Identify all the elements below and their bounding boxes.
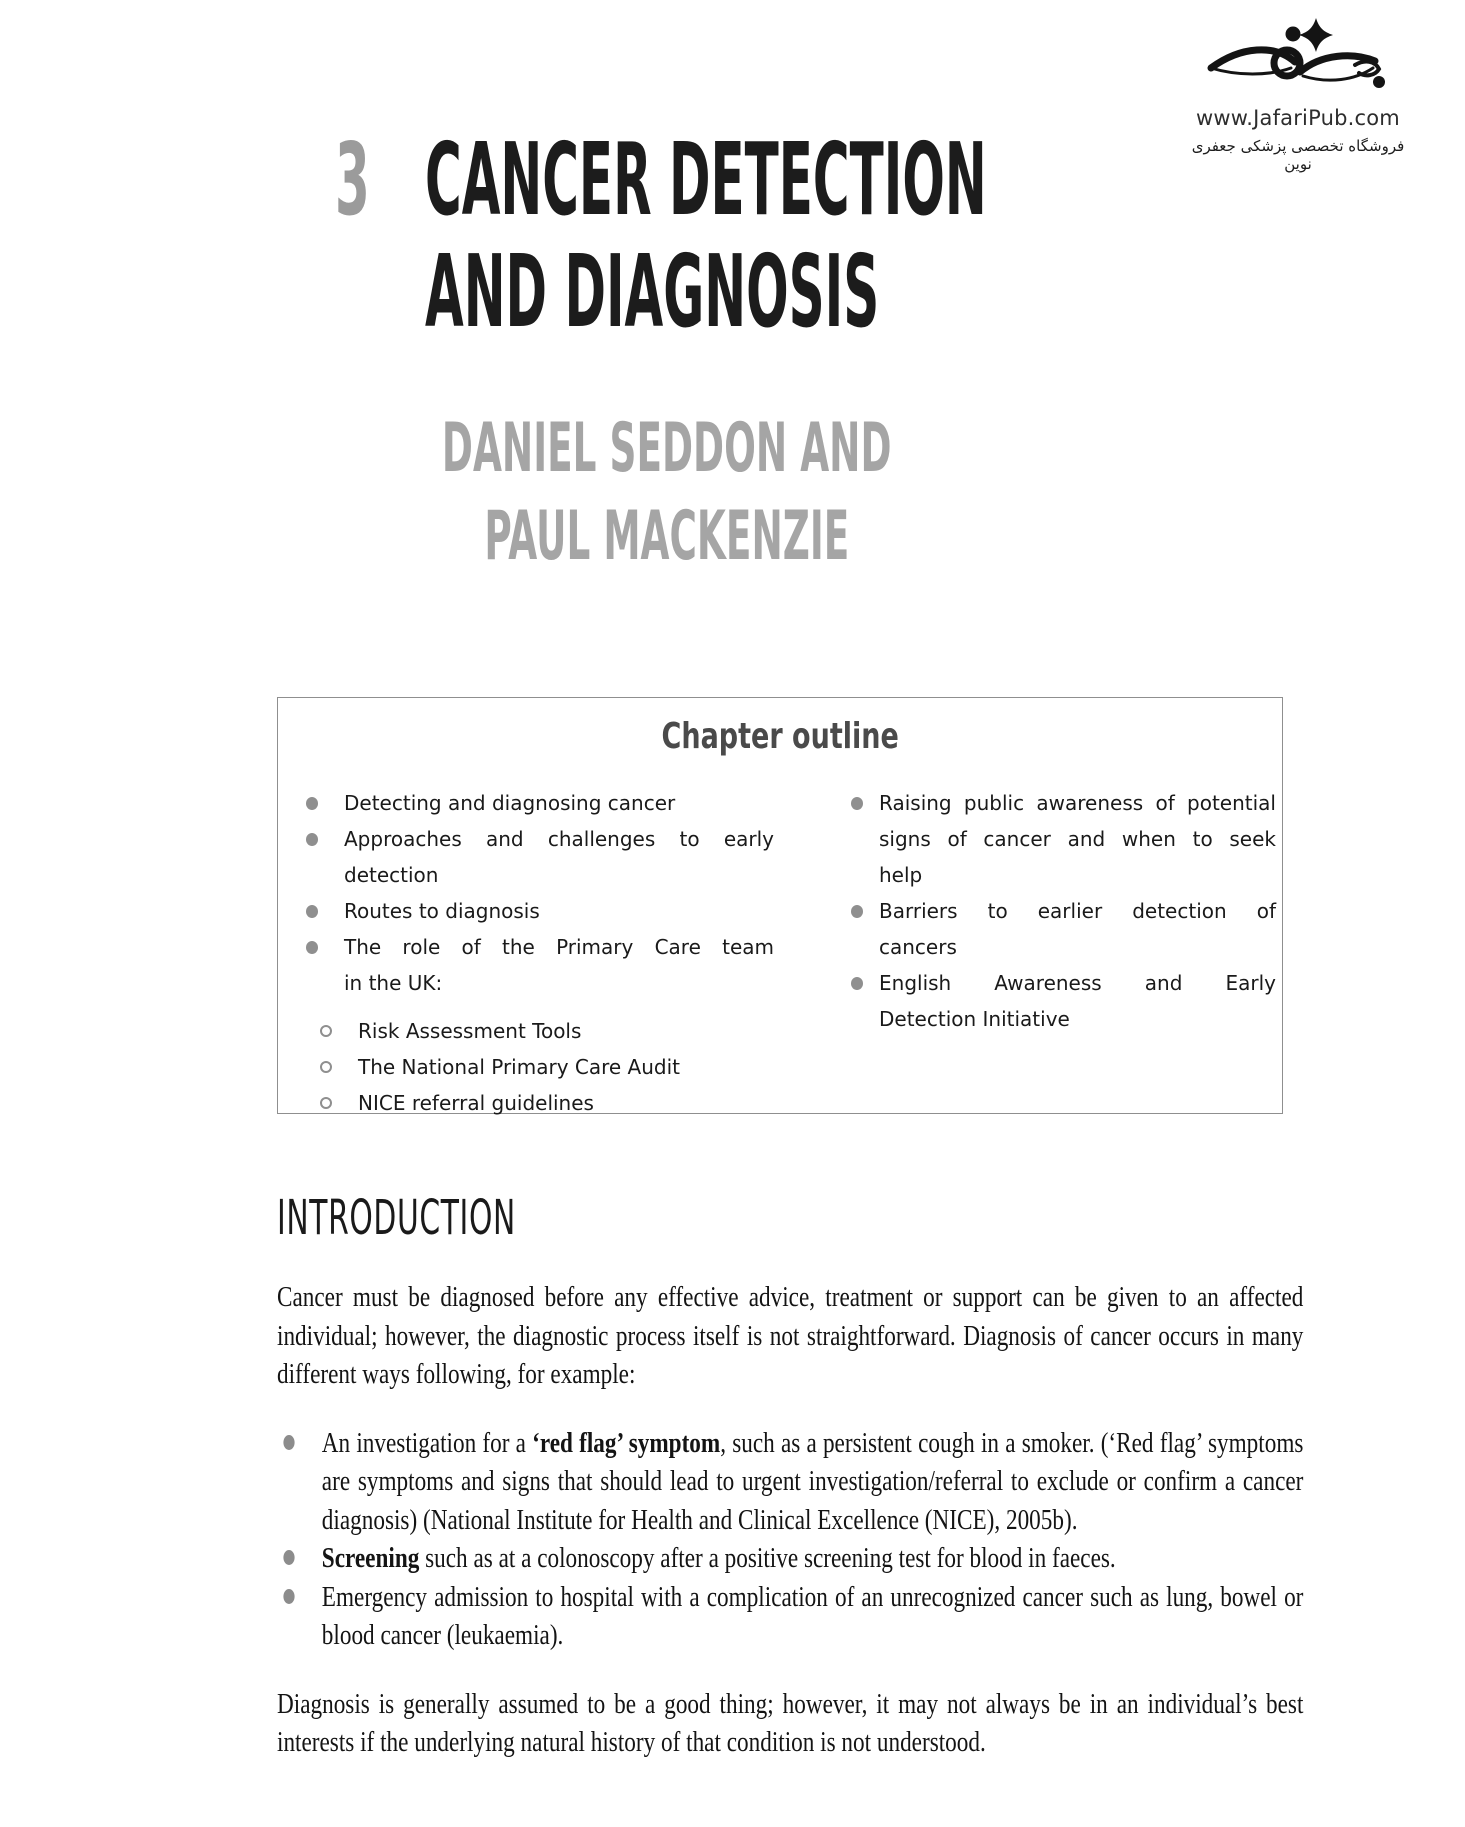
bullet-icon — [283, 1435, 294, 1450]
outline-line: The role of the Primary Care team — [344, 935, 774, 959]
author-line — [107, 405, 1227, 493]
logo-mark-icon — [1203, 16, 1393, 104]
outline-title-text: Chapter outline — [661, 716, 899, 757]
chapter-number — [335, 121, 405, 238]
bullet-text: such as at a colonoscopy after a positive screening test for blood in faeces. — [419, 1542, 1116, 1574]
chapter-outline-box — [277, 697, 1283, 1114]
outline-item — [846, 965, 1276, 1037]
outline-line: Barriers to earlier detection of — [879, 899, 1276, 923]
outline-line: English Awareness and Early — [879, 971, 1276, 995]
intro-paragraph: Cancer must be diagnosed before any effective advice, treatment or support can be given to an affected individual; however, the diagnostic process itself is not straightforward. Diagnosis of cancer occurs in many different ways following, for example: — [277, 1281, 1304, 1390]
bullet-icon — [851, 797, 863, 810]
chapter-title-line1-text: CANCER DETECTION — [425, 121, 987, 238]
outline-line: Detecting and diagnosing cancer — [344, 791, 676, 815]
bullet-item — [277, 1539, 1303, 1578]
bullet-text-bold: Screening — [321, 1542, 420, 1574]
outline-line: NICE referral guidelines — [358, 1091, 594, 1115]
outline-item — [301, 929, 774, 1001]
intro-body — [277, 1278, 1303, 1762]
logo-tagline: فروشگاه تخصصی پزشکی جعفری نوین — [1191, 137, 1405, 173]
outline-item — [301, 893, 774, 929]
outline-item — [846, 893, 1276, 965]
outline-item — [846, 785, 1276, 893]
chapter-number-text: 3 — [335, 121, 370, 238]
outline-line: in the UK: — [344, 971, 443, 995]
bullet-icon — [283, 1589, 294, 1604]
chapter-authors — [107, 405, 1227, 581]
closing-paragraph: Diagnosis is generally assumed to be a good thing; however, it may not always be in an individual’s best interests if the underlying natural history of that condition is not understood. — [277, 1687, 1304, 1758]
outline-line: Approaches and challenges to early — [344, 827, 774, 851]
outline-column-right — [846, 785, 1276, 1121]
bullet-icon — [283, 1550, 294, 1565]
outline-subitem — [301, 1013, 774, 1049]
outline-title — [278, 717, 1282, 763]
author-line2-text: PAUL MACKENZIE — [484, 497, 850, 576]
outline-line: cancers — [879, 935, 957, 959]
outline-item — [301, 785, 774, 821]
bullet-item — [277, 1578, 1303, 1655]
bullet-text: Emergency admission to hospital with a complication of an unrecognized cancer such as lung, bowel or blood cancer (leukaemia). — [321, 1580, 1304, 1651]
outline-item — [301, 821, 774, 893]
outline-line: detection — [344, 863, 439, 887]
outline-line: Routes to diagnosis — [344, 899, 540, 923]
chapter-title-line — [425, 121, 1465, 238]
chapter-title-line — [425, 233, 1465, 350]
outline-line: Raising public awareness of potential — [879, 791, 1276, 815]
circle-icon — [320, 1025, 332, 1037]
bullet-text: An investigation for a — [321, 1426, 533, 1459]
author-line1-text: DANIEL SEDDON AND — [442, 409, 892, 488]
intro-heading-text: INTRODUCTION — [277, 1190, 516, 1246]
author-line — [107, 493, 1227, 581]
outline-column-left — [301, 785, 774, 1121]
bullet-icon — [306, 833, 318, 846]
outline-line: signs of cancer and when to seek — [879, 827, 1276, 851]
bullet-text-bold: ‘red flag’ symptom — [532, 1426, 721, 1459]
chapter-title-line2-text: AND DIAGNOSIS — [425, 233, 880, 350]
outline-line: Risk Assessment Tools — [358, 1019, 582, 1043]
bullet-icon — [306, 941, 318, 954]
circle-icon — [320, 1097, 332, 1109]
outline-subitem — [301, 1049, 774, 1085]
circle-icon — [320, 1061, 332, 1073]
bullet-icon — [851, 905, 863, 918]
bullet-text: , such as a persistent cough in a smoker. (‘Red flag’ symptoms are symptoms and signs that should lead to urgent investigation/referral to exclude or confirm a cancer diagnosis) (National Institute for Health and Clinical Excellence (NICE), 2005b). — [321, 1426, 1304, 1536]
outline-line: Detection Initiative — [879, 1007, 1070, 1031]
chapter-title — [425, 121, 1465, 350]
logo-url: www.JafariPub.com — [1196, 106, 1400, 130]
bullet-icon — [851, 977, 863, 990]
outline-subitem — [301, 1085, 774, 1121]
intro-bullet-list — [277, 1424, 1303, 1655]
outline-line: help — [879, 863, 923, 887]
outline-line: The National Primary Care Audit — [358, 1055, 681, 1079]
intro-heading — [277, 1190, 662, 1246]
outline-sublist — [301, 1013, 774, 1121]
bullet-icon — [306, 797, 318, 810]
bullet-item — [277, 1424, 1303, 1540]
bullet-icon — [306, 905, 318, 918]
outline-columns — [278, 785, 1282, 1121]
